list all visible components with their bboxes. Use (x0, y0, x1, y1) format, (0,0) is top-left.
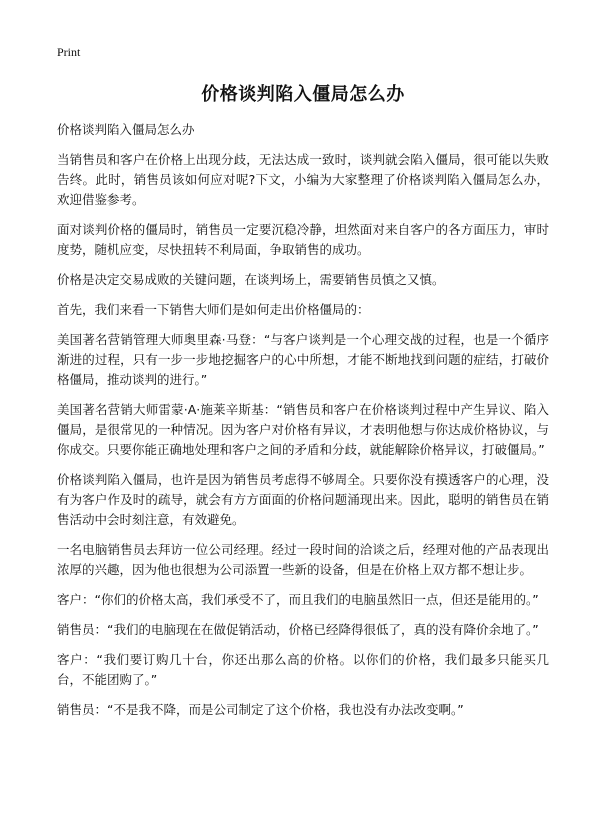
paragraph: 价格是决定交易成败的关键问题，在谈判场上，需要销售员慎之又慎。 (57, 272, 445, 287)
paragraph-intro: 当销售员和客户在价格上出现分歧，无法达成一致时，谈判就会陷入僵局，很可能以失败告终。此时，销售员该如何应对呢?下文，小编为大家整理了价格谈判陷入僵局怎么办，欢迎借鉴参考。 (57, 152, 549, 207)
print-link[interactable]: Print (57, 45, 81, 59)
document-subtitle: 价格谈判陷入僵局怎么办 (57, 122, 195, 137)
document-body (57, 80, 549, 730)
dialogue-line: 销售员：“不是我不降，而是公司制定了这个价格，我也没有办法改变啊。” (57, 702, 464, 717)
paragraph: 面对谈判价格的僵局时，销售员一定要沉稳冷静，坦然面对来自客户的各方面压力，审时度势，随机应变，尽快扭转不利局面，争取销售的成功。 (57, 222, 549, 257)
dialogue-line: 销售员：“我们的电脑现在在做促销活动，价格已经降得很低了，真的没有降价余地了。” (57, 622, 539, 637)
document-title: 价格谈判陷入僵局怎么办 (201, 84, 405, 105)
paragraph: 首先，我们来看一下销售大师们是如何走出价格僵局的： (57, 302, 370, 317)
paragraph-quote: 美国著名营销管理大师奥里森·马登：“与客户谈判是一个心理交战的过程，也是一个循序渐进的过程，只有一步一步地挖掘客户的心中所想，才能不断地找到问题的症结，打破价格僵局，推动谈判的进行。” (57, 332, 549, 387)
paragraph: 一名电脑销售员去拜访一位公司经理。经过一段时间的洽谈之后，经理对他的产品表现出浓厚的兴趣，因为他也很想为公司添置一些新的设备，但是在价格上双方都不想让步。 (57, 542, 549, 577)
paragraph-quote: 美国著名营销大师雷蒙·A·施莱辛斯基：“销售员和客户在价格谈判过程中产生异议、陷入僵局，是很常见的一种情况。因为客户对价格有异议，才表明他想与你达成价格协议，与你成交。只要你能正确地处理和客户之间的矛盾和分歧，就能解除价格异议，打破僵局。” (57, 402, 549, 457)
dialogue-line: 客户：“你们的价格太高，我们承受不了，而且我们的电脑虽然旧一点，但还是能用的。” (57, 592, 539, 607)
paragraph: 价格谈判陷入僵局，也许是因为销售员考虑得不够周全。只要你没有摸透客户的心理，没有为客户作及时的疏导，就会有方方面面的价格问题涌现出来。因此，聪明的销售员在销售活动中会时刻注意，有效避免。 (57, 472, 549, 527)
dialogue-line: 客户：“我们要订购几十台，你还出那么高的价格。以你们的价格，我们最多只能买几台，不能团购了。” (57, 652, 549, 687)
